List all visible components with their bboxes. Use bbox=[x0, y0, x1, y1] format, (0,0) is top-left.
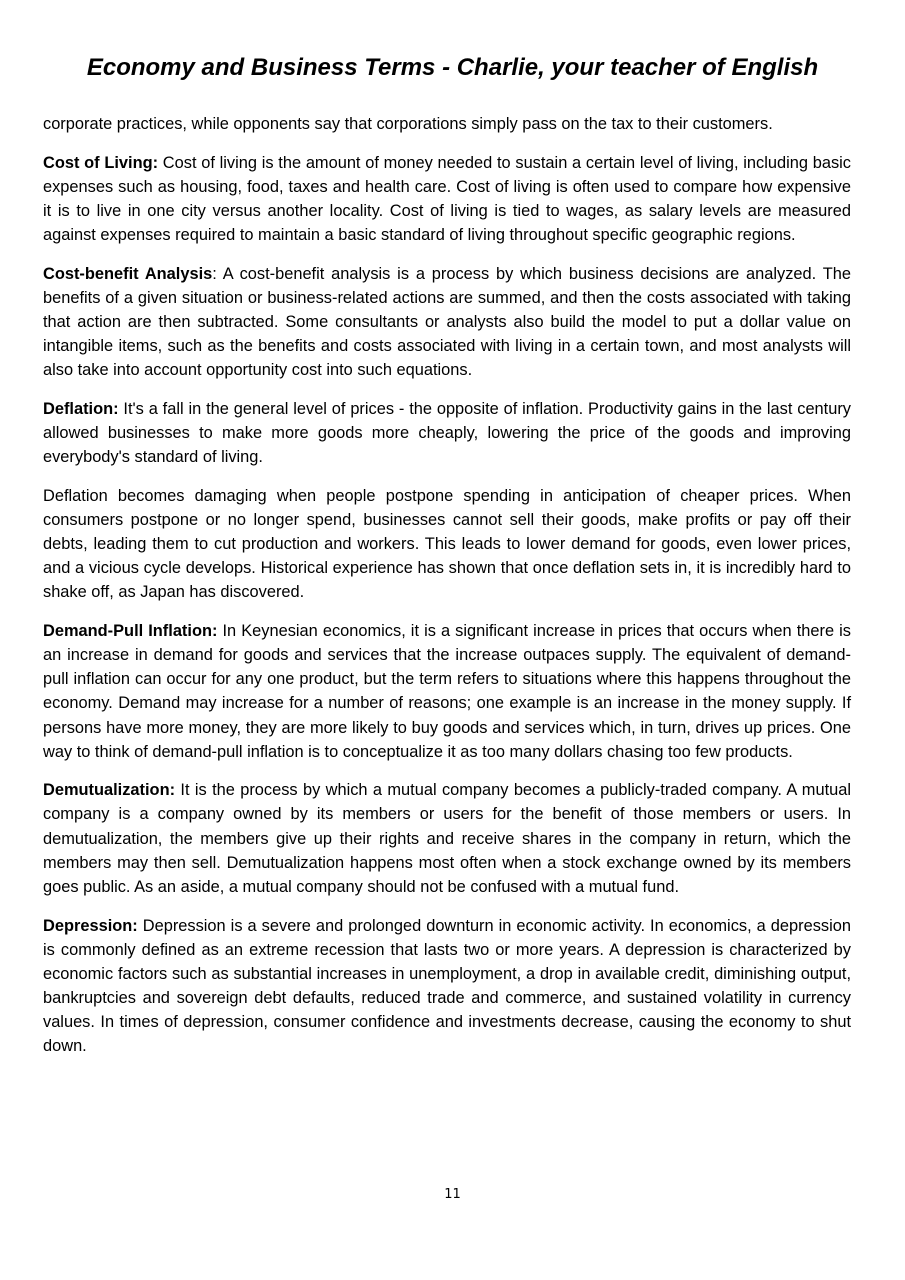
glossary-term: Cost-benefit Analysis bbox=[43, 264, 213, 283]
glossary-definition: It's a fall in the general level of prices - the opposite of inflation. Productivity gains in the last century allowed businesses to make more goods more cheaply, lowering the price of the goods and improving everybody's standard of living. bbox=[43, 400, 851, 467]
glossary-term: Cost of Living: bbox=[43, 153, 159, 172]
glossary-definition: Cost of living is the amount of money needed to sustain a certain level of living, including basic expenses such as housing, food, taxes and health care. Cost of living is often used to compare how expensive it is to live in one city versus another locality. Cost of living is tied to wages, as salary levels are measured against expenses required to maintain a basic standard of living throughout specific geographic regions. bbox=[43, 153, 851, 245]
paragraph-deflation-continued bbox=[43, 484, 851, 604]
paragraph-corporate-tax-continuation bbox=[43, 112, 851, 136]
paragraph-cost-benefit-analysis bbox=[43, 262, 851, 382]
glossary-definition: : A cost-benefit analysis is a process by which business decisions are analyzed. The benefits of a given situation or business-related actions are summed, and then the costs associated with taking that action are then subtracted. Some consultants or analysts also build the model to put a dollar value on intangible items, such as the benefits and costs associated with living in a certain town, and most analysts will also take into account opportunity cost into such equations. bbox=[43, 264, 851, 380]
page-title: Economy and Business Terms - Charlie, your teacher of English bbox=[86, 54, 819, 81]
paragraph-demutualization bbox=[43, 778, 851, 898]
glossary-definition: In Keynesian economics, it is a significant increase in prices that occurs when there is an increase in demand for goods and services that the increase outpaces supply. The equivalent of demand-pull inflation can occur for any one product, but the term refers to situations where this happens throughout the economy. Demand may increase for a number of reasons; one example is an increase in the money supply. If persons have more money, they are more likely to buy goods and services which, in turn, drives up prices. One way to think of demand-pull inflation is to conceptualize it as too many dollars chasing too few products. bbox=[43, 622, 851, 761]
glossary-definition: corporate practices, while opponents say that corporations simply pass on the tax to their customers. bbox=[43, 115, 773, 133]
paragraph-depression bbox=[43, 914, 851, 1059]
page-number: 11 bbox=[444, 1187, 461, 1202]
glossary-body bbox=[43, 112, 851, 1073]
paragraph-demand-pull-inflation bbox=[43, 619, 851, 764]
paragraph-deflation bbox=[43, 397, 851, 469]
glossary-term: Demand-Pull Inflation: bbox=[43, 622, 218, 641]
glossary-definition: Depression is a severe and prolonged downturn in economic activity. In economics, a depression is commonly defined as an extreme recession that lasts two or more years. A depression is characterized by economic factors such as substantial increases in unemployment, a drop in available credit, diminishing output, bankruptcies and sovereign debt defaults, reduced trade and commerce, and sustained volatility in currency values. In times of depression, consumer confidence and investments decrease, causing the economy to shut down. bbox=[43, 916, 851, 1055]
glossary-definition: Deflation becomes damaging when people postpone spending in anticipation of cheaper prices. When consumers postpone or no longer spend, businesses cannot sell their goods, make profits or pay off their debts, leading them to cut production and workers. This leads to lower demand for goods, even lower prices, and a vicious cycle develops. Historical experience has shown that once deflation sets in, it is incredibly hard to shake off, as Japan has discovered. bbox=[43, 486, 851, 602]
glossary-term: Deflation: bbox=[43, 400, 119, 418]
glossary-term: Depression: bbox=[43, 916, 138, 935]
paragraph-cost-of-living bbox=[43, 151, 851, 247]
glossary-definition: It is the process by which a mutual company becomes a publicly-traded company. A mutual company is a company owned by its members or users for the benefit of those members or users. In demutualization, the members give up their rights and receive shares in the company in return, which the members may then sell. Demutualization happens most often when a stock exchange owned by its members goes public. As an aside, a mutual company should not be confused with a mutual fund. bbox=[43, 781, 851, 896]
glossary-term: Demutualization: bbox=[43, 781, 176, 800]
